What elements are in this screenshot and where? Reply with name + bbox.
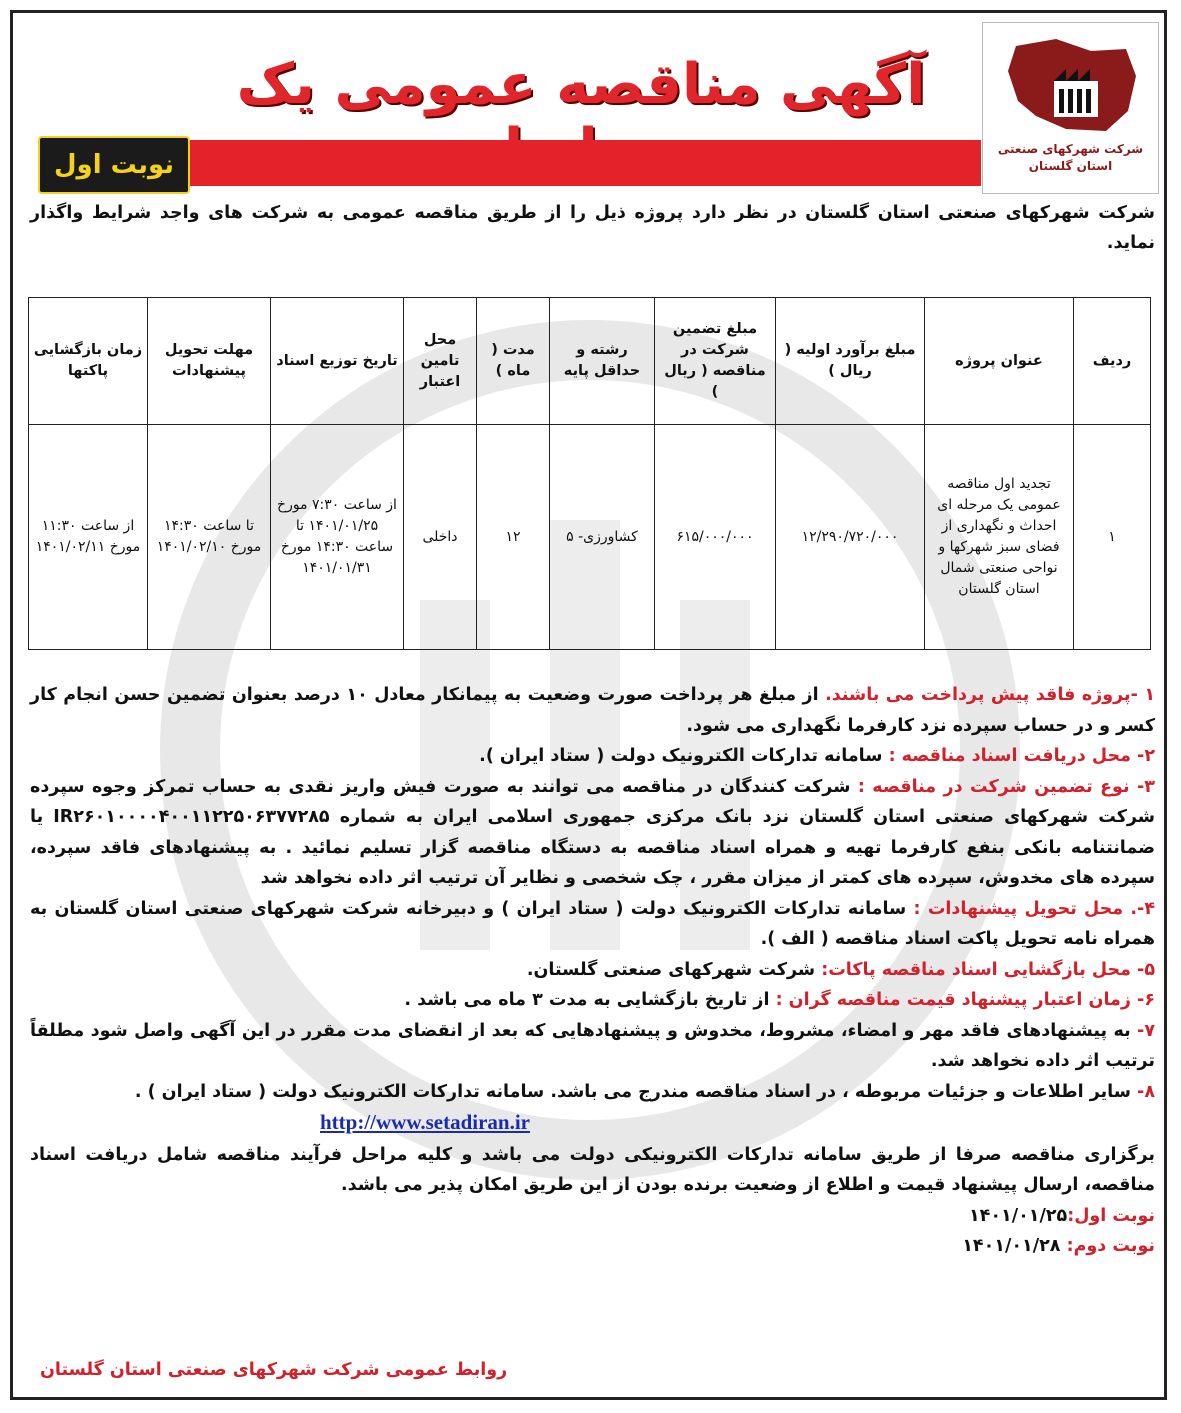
cell-row-number: ۱ — [1074, 425, 1151, 650]
note-6-text: از تاریخ بازگشایی به مدت ۳ ماه می باشد . — [404, 990, 776, 1010]
note-2-text: سامانه تدارکات الکترونیک دولت ( ستاد ایران ). — [479, 746, 889, 766]
col-submission-deadline: مهلت تحویل پیشنهادات — [148, 298, 271, 425]
note-8-text: سایر اطلاعات و جزئیات مربوطه ، در اسناد مناقصه مندرج می باشد. سامانه تدارکات الکترونیک دولت ( ستاد ایران ) . — [134, 1081, 1138, 1102]
company-logo — [982, 22, 1159, 194]
col-distribution-date: تاریخ توزیع اسناد — [271, 298, 404, 425]
first-publication-date — [30, 1201, 1155, 1232]
col-guarantee: مبلغ تضمین شرکت در مناقصه ( ریال ) — [655, 298, 776, 425]
note-1-label: ۱ -پروژه فاقد پیش پرداخت می باشند. — [825, 685, 1155, 705]
second-publication-value: ۱۴۰۱/۰۱/۲۸ — [962, 1236, 1061, 1256]
note-2-label: ۲- محل دریافت اسناد مناقصه : — [888, 746, 1155, 766]
note-3-label: ۳- نوع تضمین شرکت در مناقصه : — [857, 776, 1155, 797]
col-funding: محل تامین اعتبار — [404, 298, 477, 425]
cell-funding: داخلی — [404, 425, 477, 650]
table-row — [29, 425, 1151, 650]
note-4-text: سامانه تدارکات الکترونیک دولت ( ستاد ایران ) و دبیرخانه شرکت شهرکهای صنعتی استان گلستان به همراه نامه تحویل پاکت اسناد مناقصه ( الف ). — [30, 898, 1155, 949]
note-5 — [30, 955, 1155, 986]
closing-paragraph: برگزاری مناقصه صرفا از طریق سامانه تدارکات الکترونیکی دولت می باشد و کلیه مراحل فرآیند مناقصه شامل دریافت اسناد مناقصه، ارسال پیشنهاد قیمت و اطلاع از وضعیت برنده بودن از این طریق امکان پذیر می باشد. — [30, 1144, 1155, 1195]
note-4-label: ۴-. محل تحویل پیشنهادات : — [913, 898, 1155, 919]
note-1-text: از مبلغ هر پرداخت صورت وضعیت به پیمانکار معادل ۱۰ درصد بعنوان تضمین حسن انجام کار کسر و در حساب سپرده نزد کارفرما نگهداری می شود. — [30, 685, 1155, 736]
first-publication-label: نوبت اول: — [1067, 1205, 1155, 1226]
note-5-text: شرکت شهرکهای صنعتی گلستان. — [526, 959, 822, 980]
cell-distribution-date: از ساعت ۷:۳۰ مورخ ۱۴۰۱/۰۱/۲۵ تا ساعت ۱۴:۳۰ مورخ ۱۴۰۱/۰۱/۳۱ — [271, 425, 404, 650]
cell-estimate: ۱۲/۲۹۰/۷۲۰/۰۰۰ — [776, 425, 925, 650]
link-row — [30, 1107, 1155, 1140]
first-publication-value: ۱۴۰۱/۰۱/۲۵ — [968, 1205, 1068, 1226]
note-4 — [30, 894, 1155, 955]
page-title: آگهی مناقصه عمومی یک — [236, 52, 926, 117]
logo-line-2: استان گلستان — [1028, 159, 1113, 173]
col-estimate: مبلغ برآورد اولیه ( ریال ) — [776, 298, 925, 425]
note-1 — [30, 680, 1155, 741]
cell-guarantee: ۶۱۵/۰۰۰/۰۰۰ — [655, 425, 776, 650]
second-publication-label: نوبت دوم: — [1060, 1236, 1155, 1256]
intro-paragraph: شرکت شهرکهای صنعتی استان گلستان در نظر دارد پروژه ذیل را از طریق مناقصه عمومی به شرکت های واجد شرایط واگذار نماید. — [30, 203, 1155, 253]
note-7-text: به پیشنهادهای فاقد مهر و امضاء، مشروط، مخدوش و پیشنهادهایی که بعد از انقضای مدت مقرر در این آگهی واصل شود مطلقاً ترتیب اثر داده نخواهد شد. — [30, 1020, 1155, 1071]
table-header-row — [29, 298, 1151, 425]
note-7 — [30, 1016, 1155, 1077]
note-6 — [30, 985, 1155, 1016]
edition-badge: نوبت اول — [38, 136, 190, 194]
note-8 — [30, 1077, 1155, 1108]
cell-field-grade: کشاورزی- ۵ — [550, 425, 655, 650]
note-3 — [30, 772, 1155, 894]
note-2 — [30, 741, 1155, 772]
col-opening-time: زمان بازگشایی پاکتها — [29, 298, 148, 425]
note-7-label: ۷- — [1137, 1020, 1155, 1041]
logo-line-1: شرکت شهرکهای صنعتی — [997, 142, 1144, 156]
col-duration: مدت ( ماه ) — [477, 298, 550, 425]
note-3-text: شرکت کنندگان در مناقصه می توانند به صورت فیش واریز نقدی به حساب تمرکز وجوه سپرده شرکت شهرکهای صنعتی استان گلستان نزد بانک مرکزی جمهوری اسلامی ایران به شماره IR۲۶۰۱۰۰۰۰۴۰۰۱۱۲۲۵۰۶۳۷۷۲۸۵ یا ضمانتنامه بانکی بنفع کارفرما تهیه و همراه اسناد مناقصه به دستگاه مناقصه گزار تسلیم نمائید . به پیشنهادهای فاقد سپرده، سپرده های مخدوش، سپرده های کمتر از میزان مقرر ، چک شخصی و نظایر آن ترتیب اثر داده نخواهد شد — [30, 776, 1155, 888]
notes-section — [30, 680, 1155, 1262]
cell-opening-time: از ساعت ۱۱:۳۰ مورخ ۱۴۰۱/۰۲/۱۱ — [29, 425, 148, 650]
cell-duration: ۱۲ — [477, 425, 550, 650]
note-8-label: ۸- — [1137, 1081, 1155, 1102]
second-publication-date — [30, 1231, 1155, 1262]
tender-table — [28, 297, 1151, 650]
col-row-number: ردیف — [1074, 298, 1151, 425]
note-6-label: ۶- زمان اعتبار پیشنهاد قیمت مناقصه گران : — [775, 990, 1155, 1010]
setadiran-link[interactable]: http://www.setadiran.ir — [320, 1110, 530, 1134]
public-relations-signature: روابط عمومی شرکت شهرکهای صنعتی استان گلستان — [40, 1360, 508, 1380]
note-5-label: ۵- محل بازگشایی اسناد مناقصه پاکات: — [821, 959, 1155, 980]
col-field-grade: رشته و حداقل پایه — [550, 298, 655, 425]
iran-map-factory-icon — [996, 31, 1146, 141]
cell-project-title: تجدید اول مناقصه عمومی یک مرحله ای احداث و نگهداری از فضای سبز شهرکها و نواحی صنعتی شمال استان گلستان — [925, 425, 1074, 650]
col-project-title: عنوان پروژه — [925, 298, 1074, 425]
cell-submission-deadline: تا ساعت ۱۴:۳۰ مورخ ۱۴۰۱/۰۲/۱۰ — [148, 425, 271, 650]
